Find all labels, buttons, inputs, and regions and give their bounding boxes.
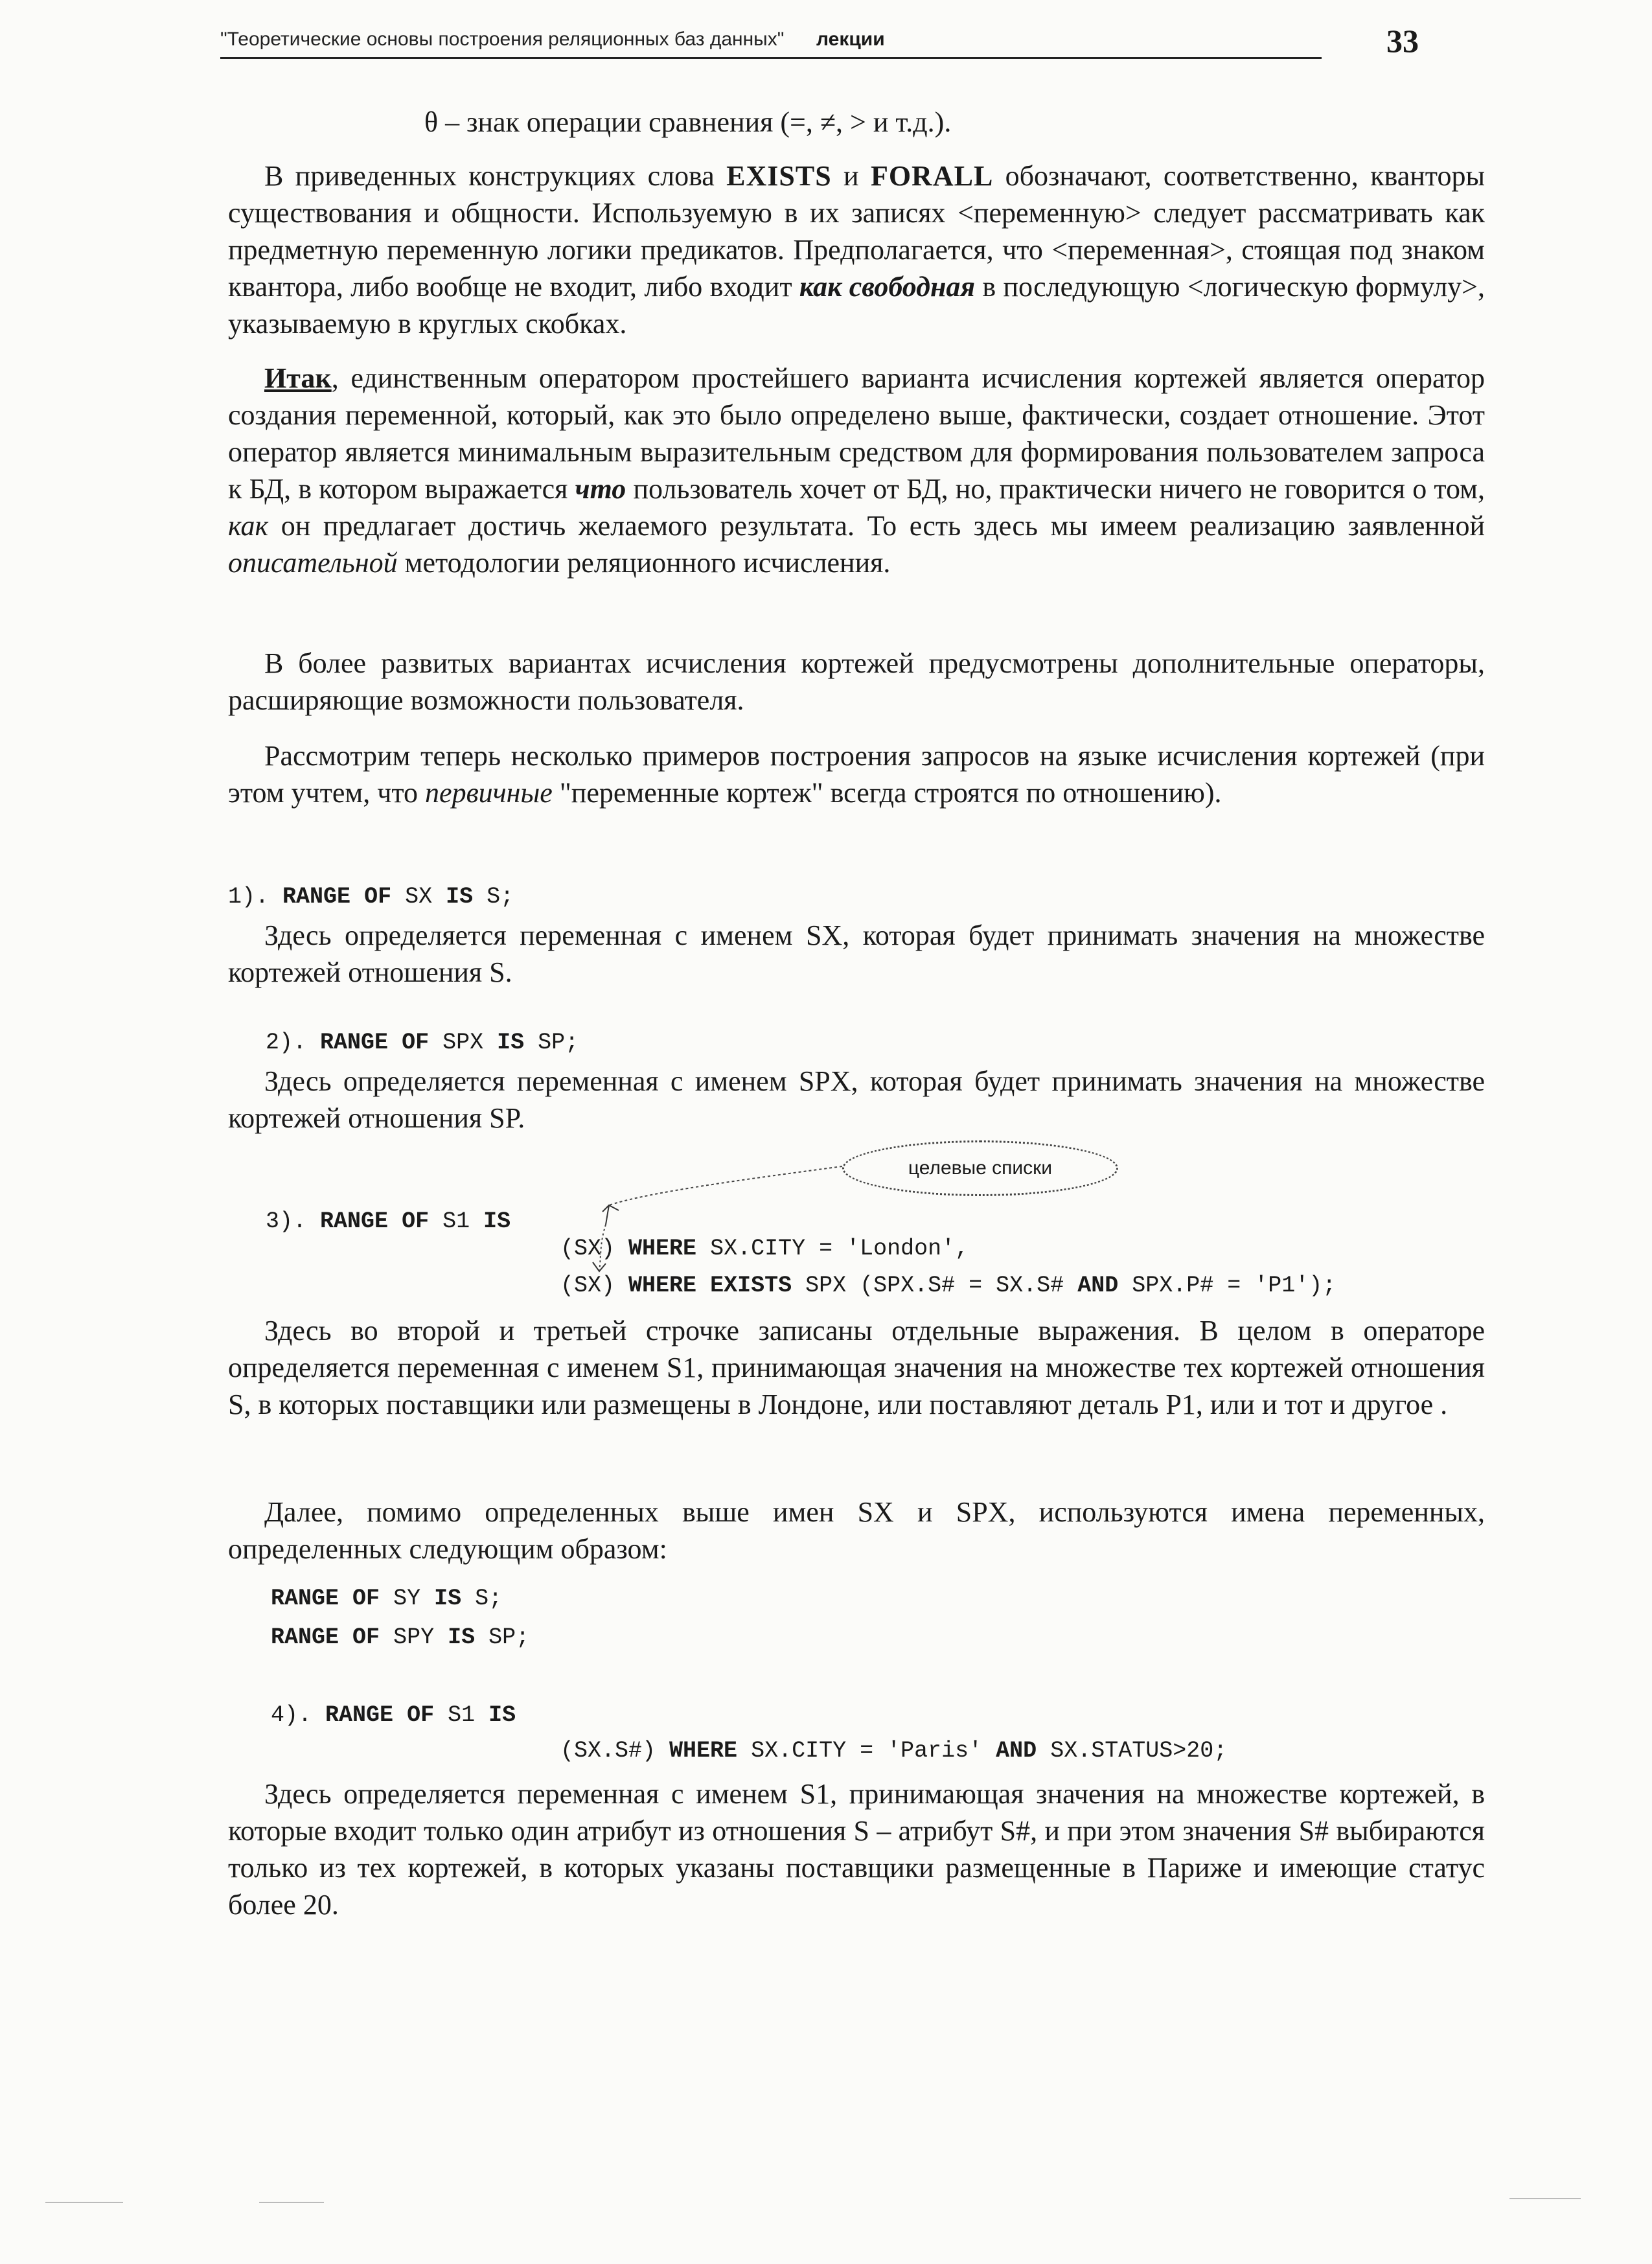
paragraph-example-3: Здесь во второй и третьей строчке записаны отдельные выражения. В целом в операторе определяется переменная с именем S1, принимающая значения на множестве тех кортежей отношения S, в которых поставщики или размещены в Лондоне, или поставляют деталь P1, или и тот и другое . bbox=[228, 1315, 1485, 1420]
emphasis-descriptive: описательной bbox=[228, 547, 398, 579]
emphasis-how: как bbox=[228, 510, 269, 542]
emphasis-itak: Итак bbox=[264, 362, 332, 394]
theta-definition: θ – знак операции сравнения (=, ≠, > и т.д.). bbox=[424, 106, 952, 138]
page-number: 33 bbox=[1386, 23, 1419, 59]
scan-mark-center bbox=[259, 2202, 324, 2203]
paragraph-quantifiers: В приведенных конструкциях слова EXISTS и FORALL обозначают, соответственно, кванторы существования и общности. Используемую в их записях <переменную> следует рассматривать как предметную переменную логики предикатов. Предполагается, что <переменная>, стоящая под знаком квантора, либо вообще не входит, либо входит как свободная в последующую <логическую формулу>, указываемую в круглых скобках. bbox=[228, 160, 1486, 340]
paragraph-examples-intro: Рассмотрим теперь несколько примеров построения запросов на языке исчисления кортежей (при этом учтем, что первичные "переменные кортеж" всегда строятся по отношению). bbox=[228, 740, 1485, 809]
paragraph-summary: Итак, единственным оператором простейшего варианта исчисления кортежей является оператор создания переменной, который, как это было определено выше, фактически, создает отношение. Этот оператор является минимальным выразительным средством для формирования пользователем запроса к БД, в котором выражается что пользователь хочет от БД, но, практически ничего не говорится о том, как он предлагает достичь желаемого результата. То есть здесь мы имеем реализацию заявленной описательной методологии реляционного исчисления. bbox=[228, 362, 1485, 579]
code-example-3-line-1: (SX) WHERE SX.CITY = 'London', bbox=[560, 1236, 969, 1262]
code-example-2: 2). RANGE OF SPX IS SP; bbox=[266, 1030, 579, 1056]
paragraph-example-4: Здесь определяется переменная с именем S1, принимающая значения на множестве кортежей, в которые входит только один атрибут из отношения S – атрибут S#, и при этом значения S# выбираются только из тех кортежей, в которых указаны поставщики размещенные в Париже и имеющие статус более 20. bbox=[228, 1778, 1485, 1921]
scan-mark-right bbox=[1509, 2198, 1581, 2199]
keyword-exists: EXISTS bbox=[726, 160, 832, 192]
keyword-forall: FORALL bbox=[870, 160, 994, 192]
paragraph-more-vars: Далее, помимо определенных выше имен SX и SPX, используются имена переменных, определенных следующим образом: bbox=[228, 1496, 1485, 1565]
code-example-4-head: 4). RANGE OF S1 IS bbox=[271, 1702, 516, 1728]
code-example-4-line-1: (SX.S#) WHERE SX.CITY = 'Paris' AND SX.STATUS>20; bbox=[560, 1738, 1228, 1764]
code-range-sy: RANGE OF SY IS S; bbox=[271, 1586, 503, 1611]
emphasis-primary: первичные bbox=[425, 777, 553, 809]
code-range-spy: RANGE OF SPY IS SP; bbox=[271, 1624, 530, 1650]
code-example-3-line-2: (SX) WHERE EXISTS SPX (SPX.S# = SX.S# AND SPX.P# = 'P1'); bbox=[560, 1273, 1337, 1299]
scan-mark-left bbox=[45, 2202, 123, 2203]
paragraph-extended: В более развитых вариантах исчисления кортежей предусмотрены дополнительные операторы, расширяющие возможности пользователя. bbox=[228, 647, 1485, 716]
emphasis-what: что bbox=[575, 473, 626, 505]
code-example-1: 1). RANGE OF SX IS S; bbox=[228, 884, 514, 910]
code-example-3-head: 3). RANGE OF S1 IS bbox=[266, 1208, 511, 1234]
callout-target-lists: целевые списки bbox=[842, 1140, 1118, 1196]
header-kind: лекции bbox=[816, 29, 885, 50]
paragraph-example-2: Здесь определяется переменная с именем SPX, которая будет принимать значения на множестве кортежей отношения SP. bbox=[228, 1065, 1485, 1134]
emphasis-free: как свободная bbox=[799, 271, 976, 303]
header-title: "Теоретические основы построения реляционных баз данных" bbox=[220, 29, 785, 50]
paragraph-example-1: Здесь определяется переменная с именем SX, которая будет принимать значения на множестве кортежей отношения S. bbox=[228, 919, 1485, 988]
